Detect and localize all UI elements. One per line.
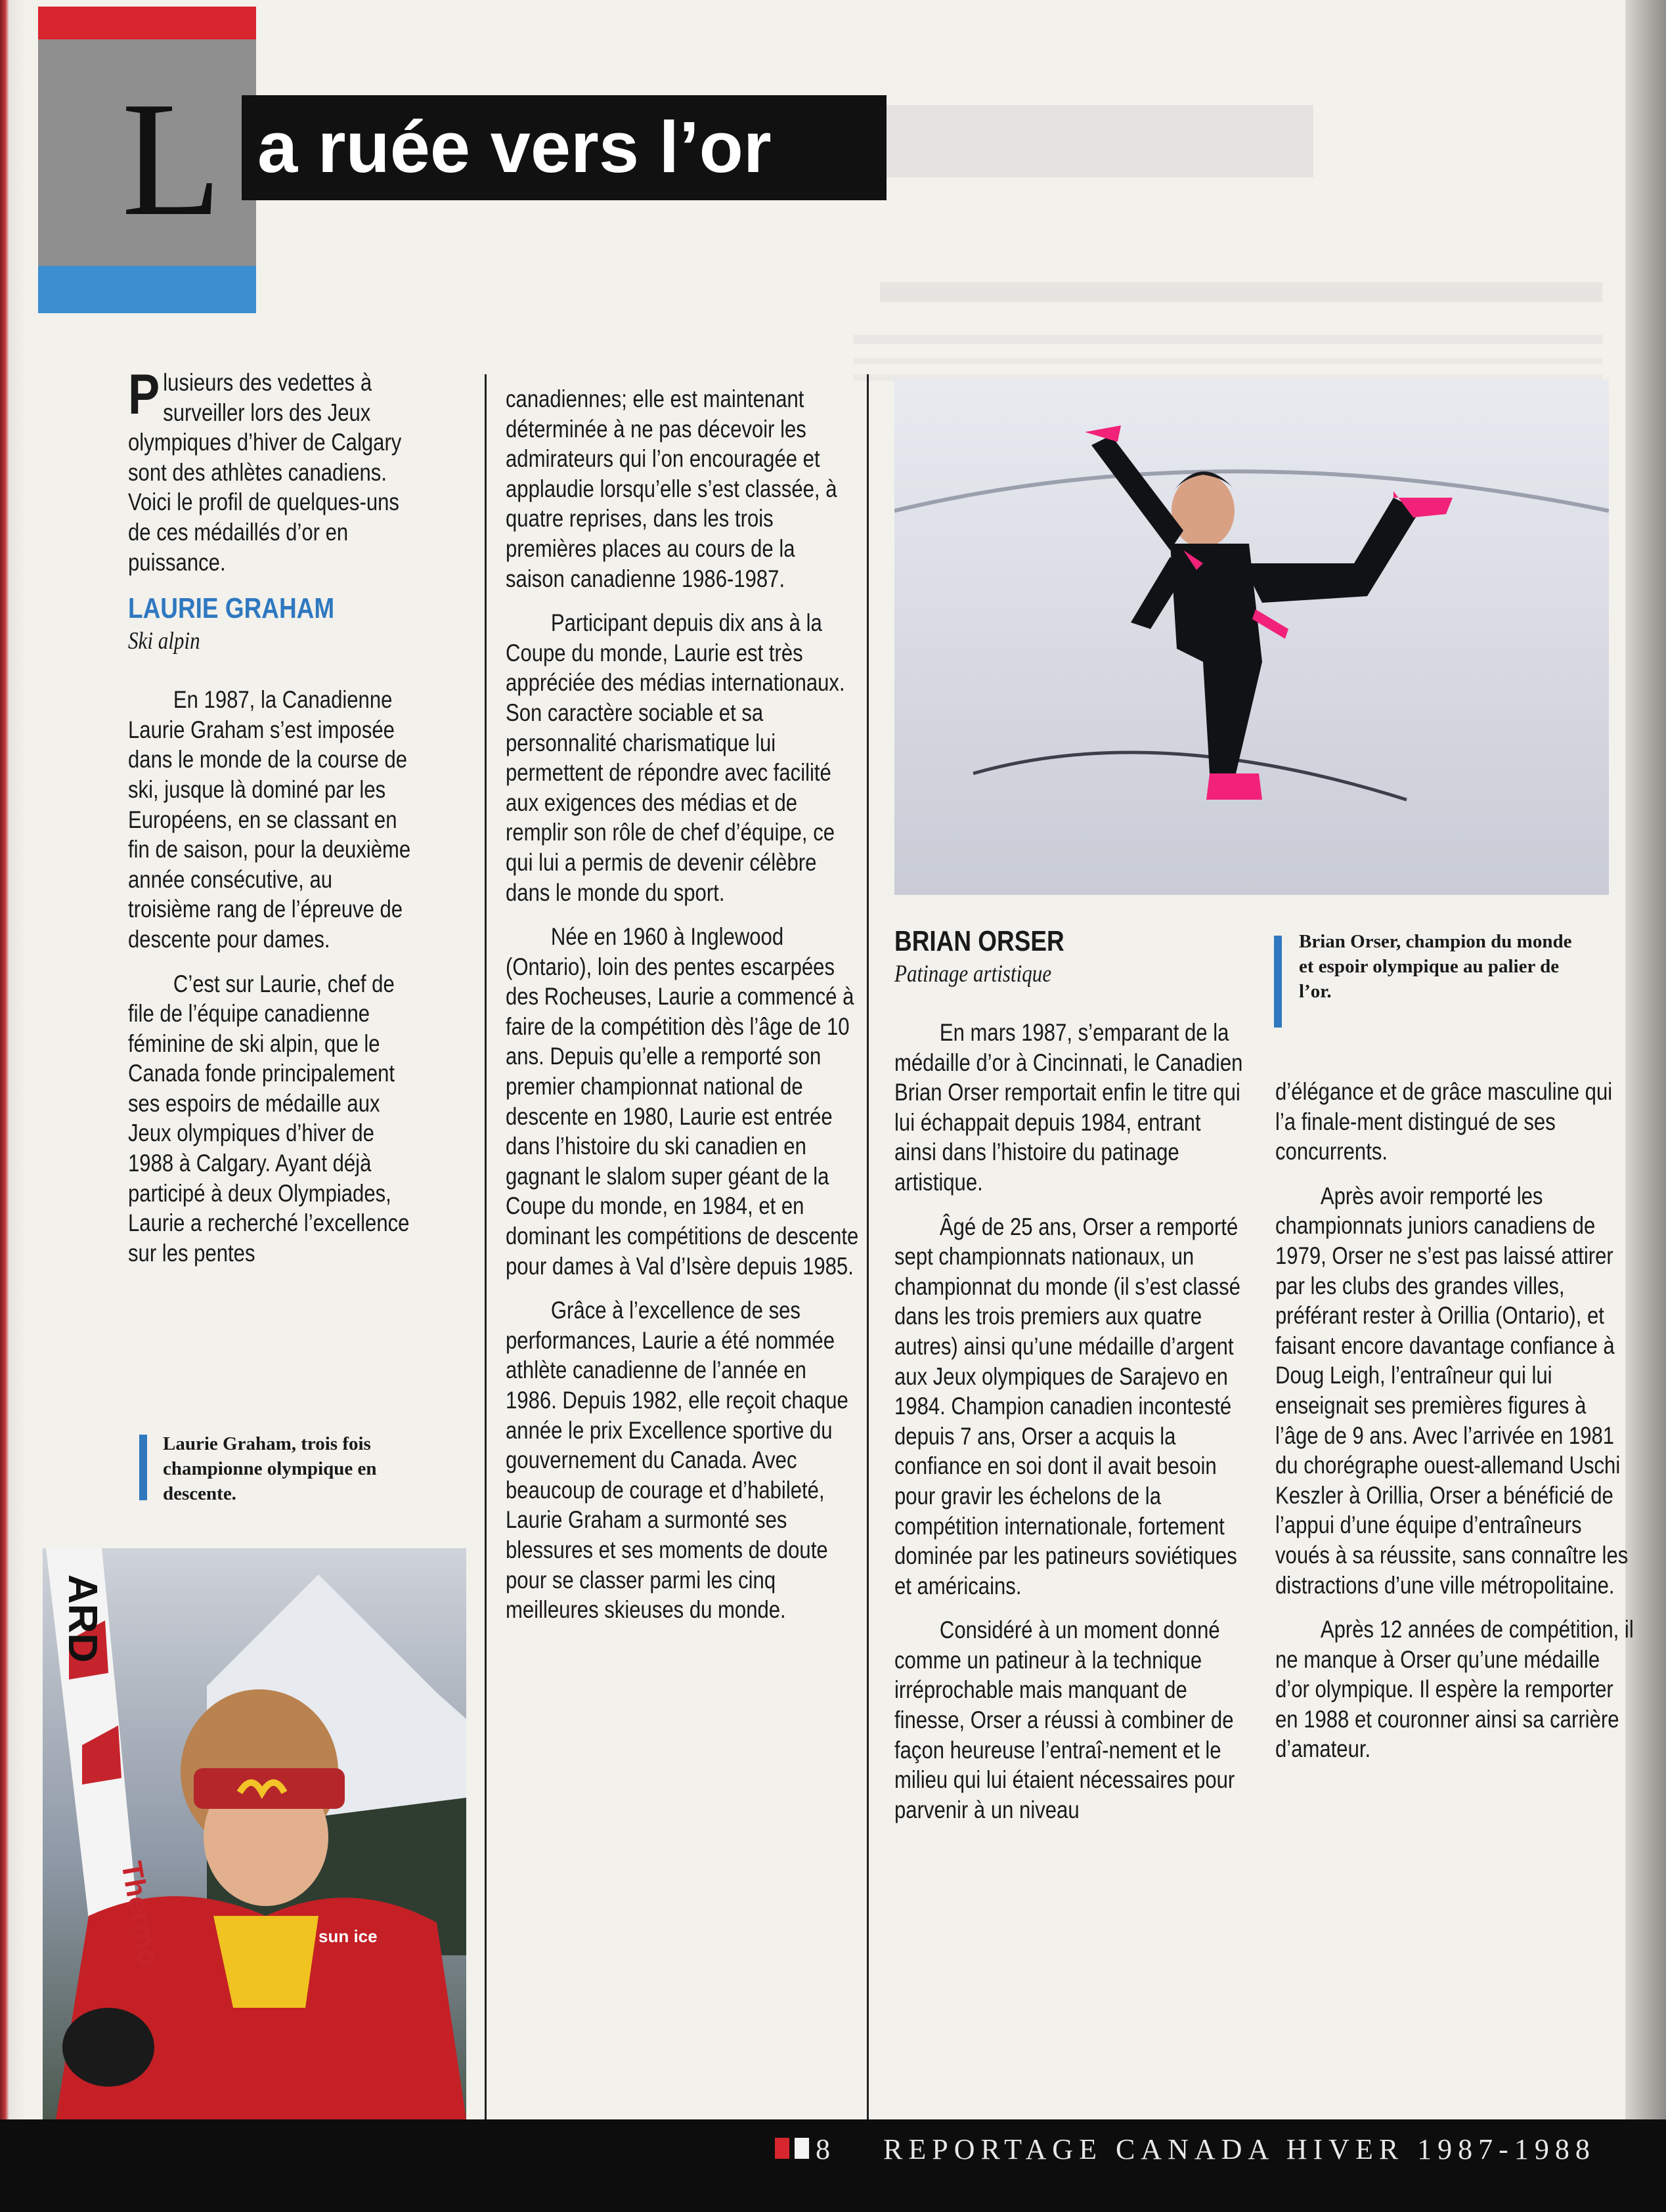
graham-paragraph: canadiennes; elle est maintenant déterminée à ne pas décevoir les admirateurs qui l’on encouragée et applaudie lorsqu’elle s’est classée, à quatre reprises, dans les trois premières places au cours de la saison canadienne 1986-1987. xyxy=(506,385,837,592)
orser-sport: Patinage artistique xyxy=(894,961,1052,987)
graham-paragraph: Grâce à l’excellence de ses performances, Laurie a été nommée athlète canadienne de l’année en 1986. Depuis 1982, elle reçoit chaque année le prix Excellence sportive du gouvernement du Canada. Avec beaucoup de courage et d’habileté, Laurie Graham a surmonté ses blessures et ses moments de doute pour se classer parmi les cinq meilleures skieuses du monde. xyxy=(506,1297,848,1624)
title-blue-bar xyxy=(38,266,256,313)
graham-heading: LAURIE GRAHAM xyxy=(128,592,335,625)
brian-orser-photo xyxy=(894,380,1609,895)
graham-sport: Ski alpin xyxy=(128,628,200,655)
caption-marker xyxy=(1274,936,1282,1028)
graham-caption: Laurie Graham, trois fois championne olympique en descente. xyxy=(163,1433,377,1504)
orser-paragraph: Après 12 années de compétition, il ne manque à Orser qu’une médaille d’or olympique. Il espère la remporter en 1988 et couronner ainsi sa carrière d’amateur. xyxy=(1275,1616,1634,1763)
laurie-graham-photo xyxy=(43,1548,466,2119)
column-2 xyxy=(506,384,859,1639)
graham-paragraph: C’est sur Laurie, chef de file de l’équipe canadienne féminine de ski alpin, que le Canada fonde principalement ses espoirs de médaille aux Jeux olympiques d’hiver de 1988 à Calgary. Ayant déjà participé à deux Olympiades, Laurie a recherché l’excellence sur les pentes xyxy=(128,970,410,1267)
footer-red-square xyxy=(775,2138,789,2159)
orser-paragraph: Âgé de 25 ans, Orser a remporté sept championnats nationaux, un championnat du monde (il s’est classé dans les trois premiers aux quatre autres) ainsi qu’une médaille d’argent aux Jeux olympiques de Sarajevo en 1984. Champion canadien incontesté depuis 7 ans, Orser a acquis la confiance en soi dont il avait besoin pour gravir les échelons de la compétition internationale, fortement dominée par les patineurs soviétiques et américains. xyxy=(894,1213,1240,1599)
orser-paragraph: Après avoir remporté les championnats juniors canadiens de 1979, Orser ne s’est pas laissé attirer par les clubs des grandes villes, préférant rester à Orillia (Ontario), et faisant encore davantage confiance à Doug Leigh, l’entraîneur qui lui enseignait ses premières figures à l’âge de 9 ans. Avec l’arrivée en 1981 du chorégraphe ouest-allemand Uschi Keszler à Orillia, Orser a bénéficié de l’appui d’une équipe d’entraîneurs voués à sa réussite, sans connaître les distractions d’une ville métropolitaine. xyxy=(1275,1182,1629,1599)
orser-paragraph: Considéré à un moment donné comme un patineur à la technique irréprochable mais manquant de finesse, Orser a réussi à combiner de façon heureuse l’entraî-nement et le milieu qui lui étaient nécessaires pour parvenir à un niveau xyxy=(894,1616,1235,1823)
graham-paragraph: Participant depuis dix ans à la Coupe du monde, Laurie est très appréciée des médias internationaux. Son caractère sociable et sa personnalité charismatique lui permettent de répondre avec facilité aux exigences des médias et de remplir son rôle de chef d’équipe, ce qui lui a permis de devenir célèbre dans le monde du sport. xyxy=(506,609,845,906)
orser-paragraph: d’élégance et de grâce masculine qui l’a finale-ment distingué de ses concurrents. xyxy=(1275,1078,1613,1165)
graham-paragraph: Née en 1960 à Inglewood (Ontario), loin des pentes escarpées des Rocheuses, Laurie a commencé à faire de la compétition dès l’âge de 10 ans. Depuis qu’elle a remporté son premier championnat national de descente en 1980, Laurie est entrée dans l’histoire du ski canadien en gagnant le slalom super géant de la Coupe du monde, en 1984, et en dominant les compétitions de descente pour dames à Val d’Isère depuis 1985. xyxy=(506,923,859,1280)
intro-dropcap: P xyxy=(128,363,160,426)
orser-heading: BRIAN ORSER xyxy=(894,925,1064,957)
title-red-bar xyxy=(38,7,256,39)
intro-paragraph xyxy=(128,363,420,577)
footer-white-square xyxy=(795,2138,809,2159)
title-initial: L xyxy=(121,68,222,250)
column-rule xyxy=(485,374,487,2119)
binding-edge xyxy=(0,0,26,2212)
column-rule xyxy=(867,374,869,2119)
caption-marker xyxy=(139,1435,147,1500)
column-4 xyxy=(1275,1077,1634,1779)
svg-text:Thermo: Thermo xyxy=(115,1859,165,1969)
column-3 xyxy=(894,924,1248,1839)
jacket-logo-text: sun ice xyxy=(318,1926,378,1946)
page-number: 8 xyxy=(816,2133,830,2165)
svg-text:ARD: ARD xyxy=(60,1574,105,1663)
column-1 xyxy=(128,363,420,1282)
orser-caption: Brian Orser, champion du monde et espoir olympique au palier de l’or. xyxy=(1299,931,1572,1002)
running-footer: REPORTAGE CANADA HIVER 1987-1988 xyxy=(883,2133,1596,2165)
page-title: a ruée vers l’or xyxy=(257,107,772,188)
graham-paragraph: En 1987, la Canadienne Laurie Graham s’est imposée dans le monde de la course de ski, jusque là dominé par les Européens, en se classant en fin de saison, pour la deuxième année consécutive, au troisième rang de l’épreuve de descente pour dames. xyxy=(128,686,411,953)
intro-text: lusieurs des vedettes à surveiller lors des Jeux olympiques d’hiver de Calgary sont des athlètes canadiens. Voici le profil de quelques-uns de ces médaillés d’or en puissance. xyxy=(128,369,402,576)
orser-paragraph: En mars 1987, s’emparant de la médaille d’or à Cincinnati, le Canadien Brian Orser remportait enfin le titre qui lui échappait depuis 1984, entrant ainsi dans l’histoire du patinage artistique. xyxy=(894,1019,1243,1196)
